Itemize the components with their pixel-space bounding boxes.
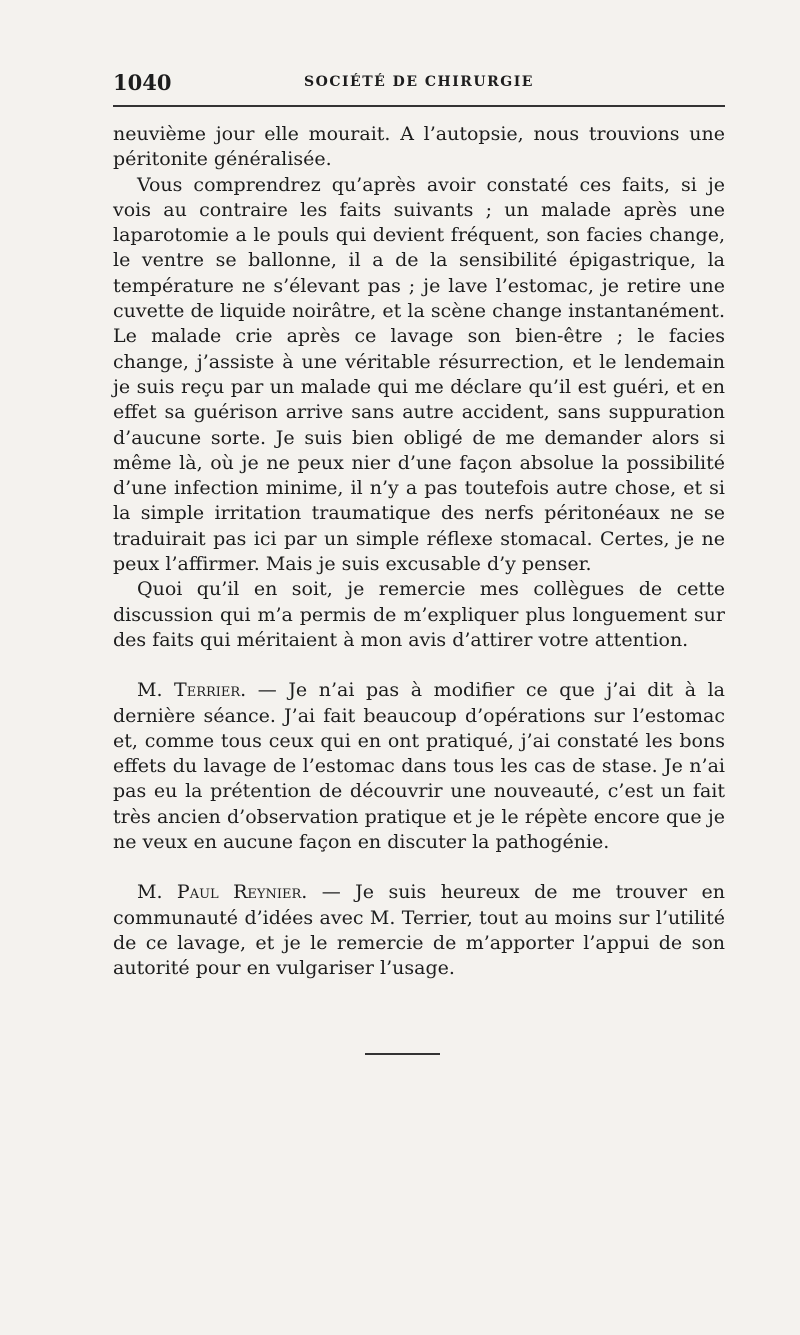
- paragraph-main: Vous comprendrez qu’après avoir constaté ces faits, si je vois au contraire les faits suivants ; un malade après une laparotomie a le pouls qui devient fréquent, son facies change, le ventre se ballonne, il a de la sensibilité épigastrique, la température ne s’élevant pas ; je lave l’estomac, je retire une cuvette de liquide noirâtre, et la scène change instantanément. Le malade crie après ce lavage son bien-être ; le facies change, j’assiste à une véritable résurrection, et le lendemain je suis reçu par un malade qui me déclare qu’il est guéri, et en effet sa guérison arrive sans autre accident, sans suppuration d’aucune sorte. Je suis bien obligé de me demander alors si même là, où je ne peux nier d’une façon absolue la possibilité d’une infection minime, il n’y a pas toutefois autre chose, et si la simple irritation traumatique des nerfs péritonéaux ne se traduirait pas ici par un simple réflexe stomacal. Certes, je ne peux l’affirmer. Mais je suis excusable d’y penser.: [113, 173, 725, 576]
- speaker-remark: — Je suis heureux de me trouver en communauté d’idées avec M. Terrier, tout au moins sur l’utilité de ce lavage, et je le remercie de m’apporter l’appui de son autorité pour en vulgariser l’usage.: [113, 881, 725, 980]
- body-text: [113, 122, 725, 982]
- header-rule: [113, 105, 725, 107]
- speaker-remark: — Je n’ai pas à modifier ce que j’ai dit à la dernière séance. J’ai fait beaucoup d’opérations sur l’estomac et, comme tous ceux qui en ont pratiqué, j’ai constaté les bons effets du lavage de l’estomac dans tous les cas de stase. Je n’ai pas eu la prétention de découvrir une nouveauté, c’est un fait très ancien d’observation pratique et je le répète encore que je ne veux en aucune façon en discuter la pathogénie.: [113, 679, 725, 854]
- paragraph-reynier: [113, 880, 725, 981]
- page-header: [113, 70, 725, 100]
- speaker-name: M. Paul Reynier.: [137, 881, 308, 904]
- paragraph-closing: Quoi qu’il en soit, je remercie mes collègues de cette discussion qui m’a permis de m’expliquer plus longuement sur des faits qui méritaient à mon avis d’attirer votre attention.: [113, 578, 725, 651]
- end-rule: [365, 1053, 440, 1055]
- running-head: SOCIÉTÉ DE CHIRURGIE: [304, 74, 534, 90]
- paragraph-continuation: neuvième jour elle mourait. A l’autopsie, nous trouvions une péritonite généralisée.: [113, 123, 725, 171]
- speaker-name: M. Terrier.: [137, 679, 247, 702]
- page-number: 1040: [113, 70, 172, 95]
- paragraph-terrier: [113, 678, 725, 855]
